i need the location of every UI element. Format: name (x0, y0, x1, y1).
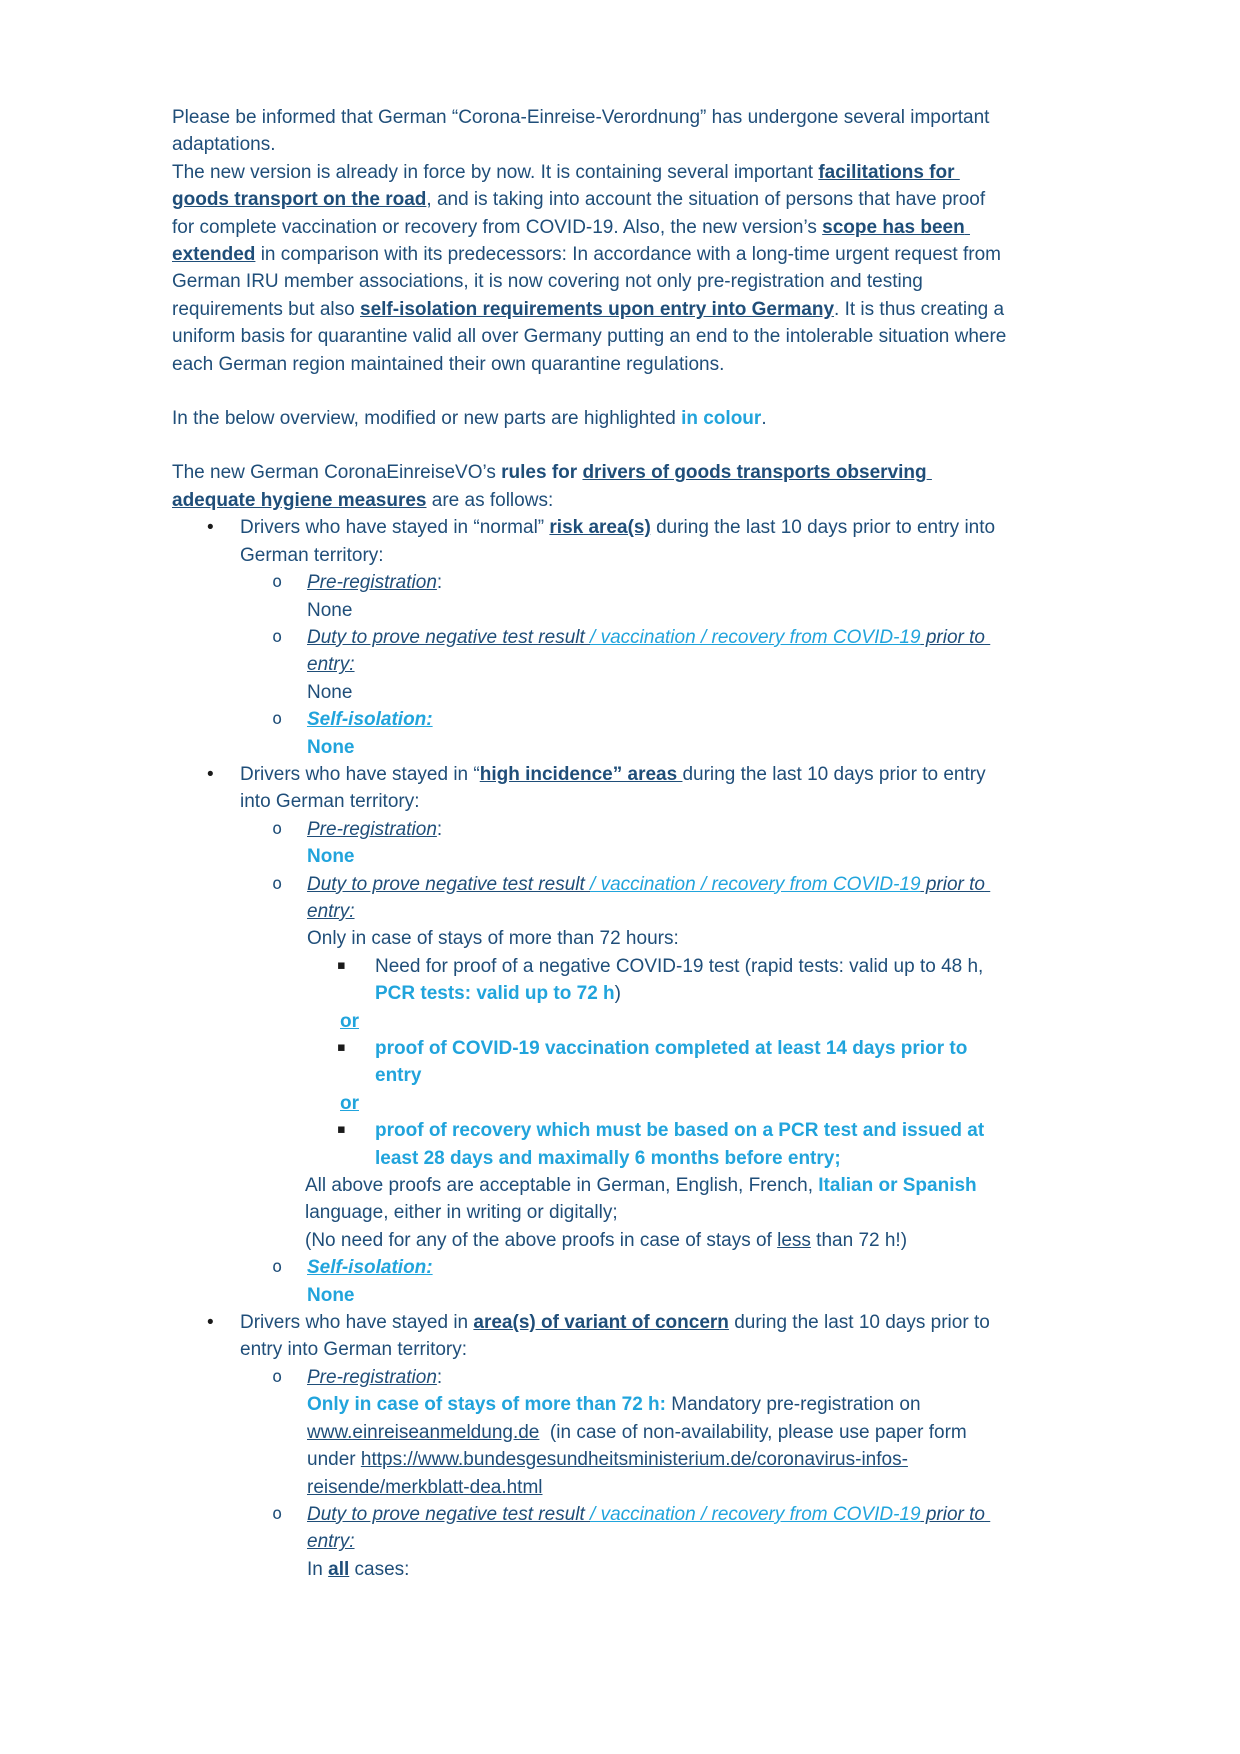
proofs-languages-note (172, 1172, 1012, 1227)
body-text: Drivers who have stayed in “ (240, 763, 480, 785)
proof-item-negative-test (172, 953, 1012, 1008)
body-text: in comparison with its predecessors: In accordance with a long-time urgent request from German IRU member associations, it is now covering not only pre-registration and testing requirements but also (172, 244, 1007, 320)
or-text: or (340, 1092, 359, 1114)
sub-item-duty-to-prove (172, 624, 1012, 679)
duty-label-highlight: / vaccination / recovery from COVID-19 (590, 873, 921, 895)
duty-label-highlight: / vaccination / recovery from COVID-19 (590, 626, 921, 648)
square-bullet-icon: ▪ (337, 1040, 346, 1055)
label-colon: : (436, 1366, 443, 1388)
circle-bullet-icon: o (272, 818, 283, 839)
paragraph-highlight-note (172, 405, 1012, 432)
value-text: None (307, 681, 353, 703)
highlight-pcr-validity: PCR tests: valid up to 72 h (375, 983, 615, 1005)
bullet-item-normal-risk (172, 514, 1012, 569)
spacer (172, 378, 1012, 405)
emphasis-facilitations: facilitations for goods transport on the road (172, 161, 960, 211)
sub-item-self-isolation (172, 706, 1012, 733)
paragraph-intro (172, 104, 1012, 159)
body-text: are as follows: (426, 489, 554, 511)
duty-label: Duty to prove negative test result (307, 1503, 591, 1525)
duty-label-tail: prior to entry: (307, 1503, 991, 1553)
body-text: than 72 h!) (810, 1229, 908, 1251)
body-text: . (761, 408, 767, 430)
duty-label: Duty to prove negative test result (307, 873, 591, 895)
body-text: In the below overview, modified or new parts are highlighted (172, 408, 682, 430)
sub-item-pre-registration (172, 816, 1012, 843)
value-text: None (307, 736, 355, 758)
body-text: during the last 10 days prior to entry into German territory: (240, 517, 1001, 566)
pre-registration-value (172, 843, 1012, 870)
link-einreiseanmeldung[interactable]: www.einreiseanmeldung.de (307, 1421, 540, 1443)
body-text: during the last 10 days prior to entry into German territory: (240, 763, 991, 813)
duty-value (172, 679, 1012, 706)
emphasis-less: less (777, 1229, 811, 1251)
paragraph-rules-heading (172, 459, 1012, 514)
label-colon: : (436, 818, 443, 840)
sub-item-duty-to-prove (172, 1501, 1012, 1556)
highlight-in-colour: in colour (681, 408, 762, 430)
body-text: Drivers who have stayed in (240, 1312, 474, 1334)
no-proof-note (172, 1227, 1012, 1254)
duty-label-tail: prior to entry: (307, 873, 991, 922)
bullet-item-variant-of-concern (172, 1309, 1012, 1364)
circle-bullet-icon: o (272, 626, 283, 647)
body-text: Drivers who have stayed in “normal” (240, 517, 550, 539)
spacer (172, 432, 1012, 459)
duty-label: Duty to prove negative test result (307, 626, 591, 648)
value-text: None (307, 599, 353, 621)
sub-item-self-isolation (172, 1254, 1012, 1281)
emphasis-scope: scope has been extended (172, 216, 970, 266)
duty-intro (172, 925, 1012, 952)
body-text: Only in case of stays of more than 72 hours: (307, 928, 679, 950)
body-text: Need for proof of a negative COVID-19 test (rapid tests: valid up to 48 h, (375, 955, 989, 977)
circle-bullet-icon: o (272, 1503, 283, 1524)
or-separator (172, 1090, 1012, 1117)
body-text: All above proofs are acceptable in German, English, French, (305, 1175, 819, 1197)
circle-bullet-icon: o (272, 572, 283, 593)
highlight-72h-condition: Only in case of stays of more than 72 h: (307, 1394, 666, 1416)
body-text: (in case of non-availability, please use paper form under (307, 1421, 973, 1471)
emphasis-all: all (328, 1558, 350, 1580)
highlight-languages: Italian or Spanish (818, 1175, 977, 1197)
value-text: None (307, 1284, 355, 1306)
body-text: language, either in writing or digitally; (305, 1175, 982, 1224)
bullet-item-high-incidence (172, 761, 1012, 816)
value-text: None (307, 846, 355, 868)
proof-item-vaccination (172, 1035, 1012, 1090)
pre-registration-label: Pre-registration (307, 572, 437, 594)
bullet-icon: • (207, 517, 214, 539)
highlight-recovery-proof: proof of recovery which must be based on a PCR test and issued at least 28 days and maximally 6 months before entry; (375, 1120, 990, 1169)
body-text: The new German CoronaEinreiseVO’s (172, 462, 502, 484)
body-text: (No need for any of the above proofs in case of stays of (305, 1229, 778, 1251)
bullet-icon: • (207, 763, 214, 785)
body-text: cases: (349, 1558, 410, 1580)
link-bundesgesundheitsministerium[interactable]: https://www.bundesgesundheitsministerium.de/coronavirus-infos-reisende/merkblatt-dea.html (307, 1449, 908, 1498)
emphasis-variant-of-concern: area(s) of variant of concern (473, 1312, 729, 1334)
emphasis-rules-for: rules for (501, 462, 583, 484)
duty-label-highlight: / vaccination / recovery from COVID-19 (590, 1503, 921, 1525)
square-bullet-icon: ▪ (337, 1122, 346, 1138)
self-isolation-label: Self-isolation: (307, 1257, 433, 1279)
sub-item-pre-registration (172, 569, 1012, 596)
paragraph-new-version (172, 159, 1012, 378)
emphasis-high-incidence: high incidence” areas (479, 763, 683, 785)
pre-registration-label: Pre-registration (307, 818, 437, 840)
circle-bullet-icon: o (272, 709, 283, 730)
or-separator (172, 1008, 1012, 1035)
duty-value (172, 1556, 1012, 1583)
emphasis-drivers-rules: drivers of goods transports observing adequate hygiene measures (172, 462, 932, 511)
proof-item-recovery (172, 1117, 1012, 1172)
circle-bullet-icon: o (272, 1366, 283, 1387)
square-bullet-icon: ▪ (337, 957, 346, 973)
body-text: The new version is already in force by now. It is containing several important (172, 161, 819, 183)
circle-bullet-icon: o (272, 873, 283, 894)
self-isolation-value (172, 1282, 1012, 1309)
bullet-icon: • (207, 1312, 214, 1334)
self-isolation-label: Self-isolation: (307, 709, 433, 731)
body-text: , and is taking into account the situation of persons that have proof for complete vaccination or recovery from COVID-19. Also, the new version’s (172, 189, 991, 238)
self-isolation-value (172, 734, 1012, 761)
duty-label-tail: prior to entry: (307, 626, 991, 676)
sub-item-duty-to-prove (172, 871, 1012, 926)
body-text: Mandatory pre-registration on (666, 1394, 926, 1416)
sub-item-pre-registration (172, 1364, 1012, 1391)
emphasis-risk-areas: risk area(s) (549, 517, 651, 539)
emphasis-self-isolation: self-isolation requirements upon entry into Germany (360, 298, 835, 320)
pre-registration-label: Pre-registration (307, 1366, 437, 1388)
circle-bullet-icon: o (272, 1257, 283, 1278)
body-text: ) (614, 983, 621, 1005)
body-text: during the last 10 days prior to entry into German territory: (240, 1312, 996, 1361)
body-text: . It is thus creating a uniform basis for quarantine valid all over Germany putting an end to the intolerable situation where each German region maintained their own quarantine regulations. (172, 298, 1012, 375)
pre-registration-value (172, 1391, 1012, 1501)
pre-registration-value (172, 597, 1012, 624)
or-text: or (340, 1010, 359, 1032)
label-colon: : (436, 572, 443, 594)
body-text: In (307, 1558, 329, 1580)
highlight-vaccination-proof: proof of COVID-19 vaccination completed at least 14 days prior to entry (375, 1038, 973, 1087)
intro-text: Please be informed that German “Corona-Einreise-Verordnung” has undergone several important adaptations. (172, 107, 995, 156)
